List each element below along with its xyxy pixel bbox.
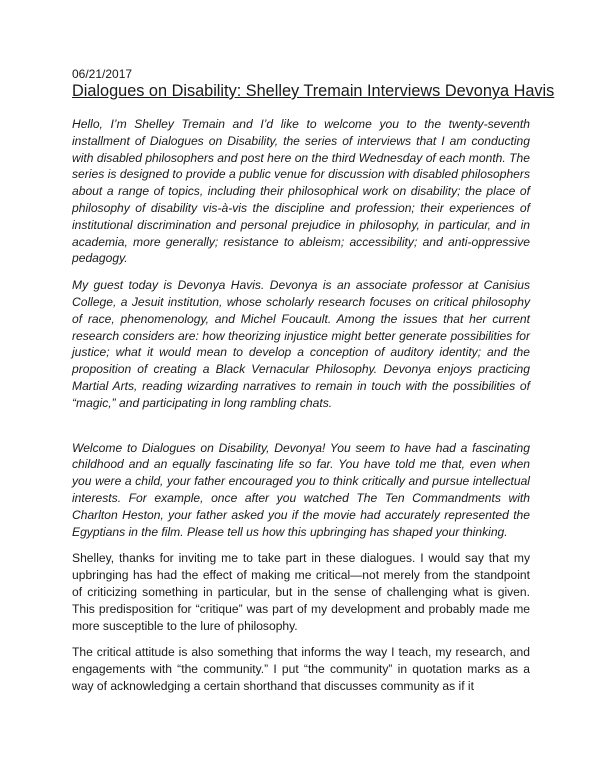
page-title: Dialogues on Disability: Shelley Tremain Interviews Devonya Havis	[72, 82, 555, 100]
guest-bio-paragraph: My guest today is Devonya Havis. Devonya is an associate professor at Canisius College, a Jesuit institution, whose scholarly research focuses on critical philosophy of race, phenomenology, and Michel Foucault. Among the issues that her current research considers are: how theorizing injustice might better generate possibilities for justice; what it would mean to develop a conception of auditory identity; and the proposition of creating a Black Vernacular Philosophy. Devonya enjoys practicing Martial Arts, reading wizarding narratives to remain in touch with the possibilities of “magic,” and participating in long rambling chats.	[72, 278, 530, 410]
section-spacer	[72, 422, 530, 440]
answer-paragraph-1: Shelley, thanks for inviting me to take part in these dialogues. I would say that my upbringing has had the effect of making me critical—not merely from the standpoint of criticizing something in particular, but in the sense of challenging what is given. This predisposition for “critique” was part of my development and probably made me more susceptible to the lure of philosophy.	[72, 551, 530, 633]
document-page	[72, 67, 555, 705]
post-date: 06/21/2017	[72, 67, 133, 81]
intro-paragraph: Hello, I’m Shelley Tremain and I’d like to welcome you to the twenty-seventh installment of Dialogues on Disability, the series of interviews that I am conducting with disabled philosophers and post here on the third Wednesday of each month. The series is designed to provide a public venue for discussion with disabled philosophers about a range of topics, including their philosophical work on disability; the place of philosophy of disability vis-à-vis the discipline and profession; their experiences of institutional discrimination and personal prejudice in philosophy, in particular, and in academia, more generally; resistance to ableism; accessibility; and anti-oppressive pedagogy.	[72, 117, 530, 266]
answer-paragraph-2: The critical attitude is also something that informs the way I teach, my research, and engagements with “the community.” I put “the community” in quotation marks as a way of acknowledging a certain shorthand that discusses community as if it	[72, 645, 530, 693]
interview-question-1: Welcome to Dialogues on Disability, Devonya! You seem to have had a fascinating childhood and an equally fascinating life so far. You have told me that, even when you were a child, your father encouraged you to think critically and pursue intellectual interests. For example, once after you watched The Ten Commandments with Charlton Heston, your father asked you if the movie had accurately represented the Egyptians in the film. Please tell us how this upbringing has shaped your thinking.	[72, 440, 530, 539]
